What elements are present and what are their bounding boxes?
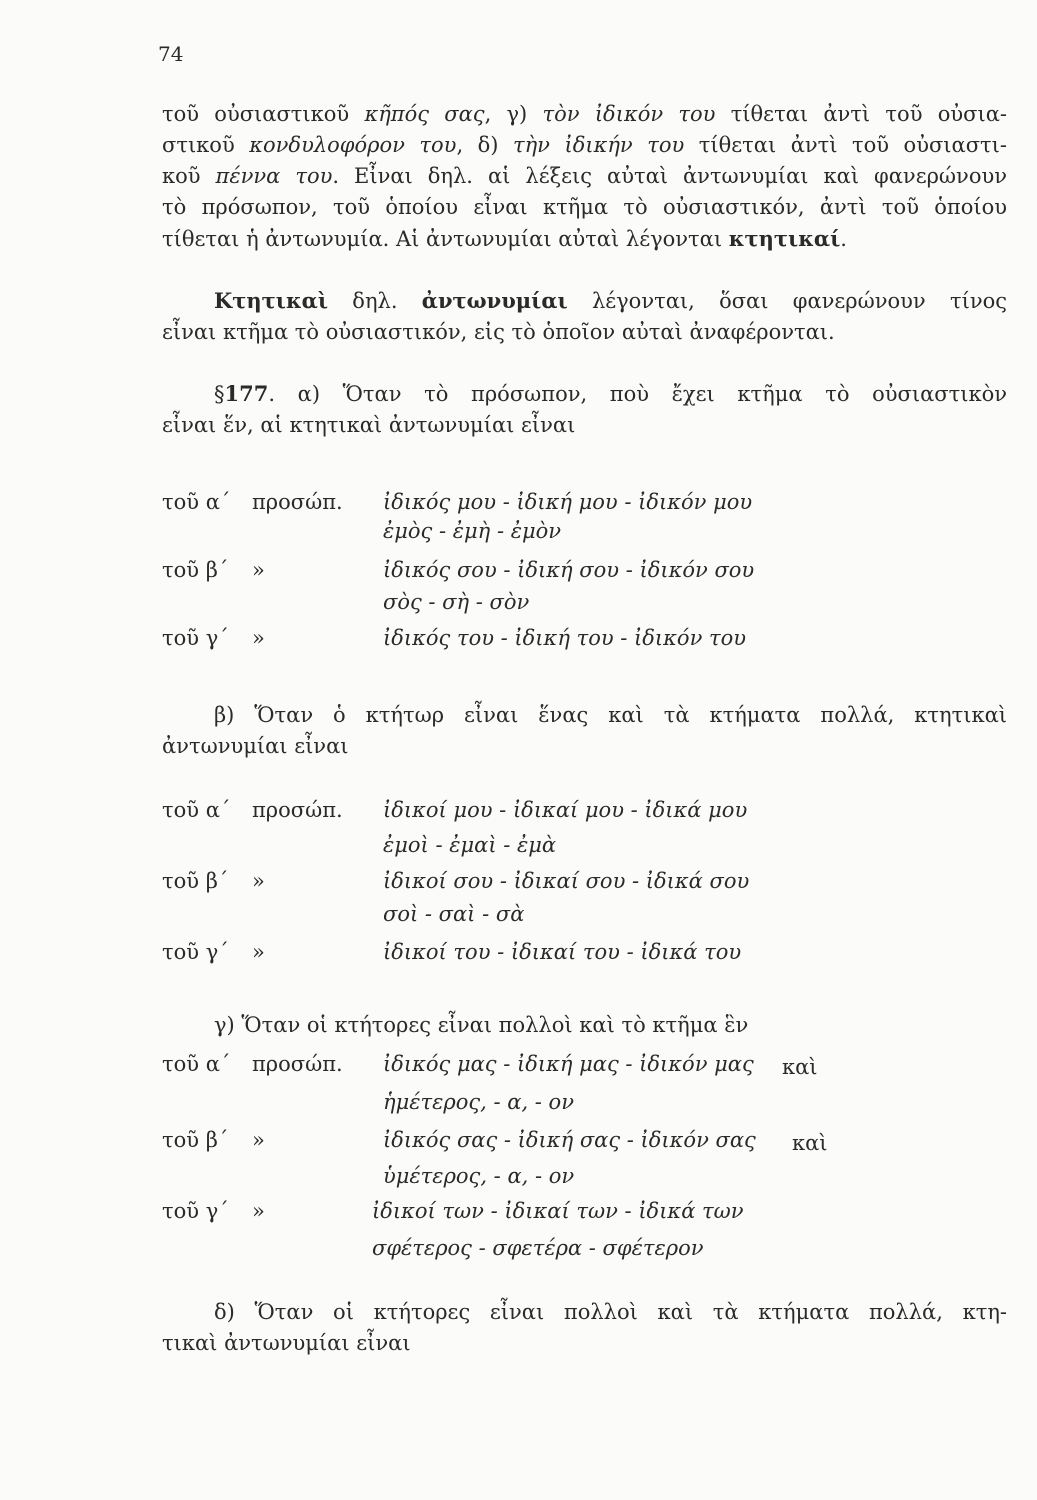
definition-paragraph (162, 285, 1007, 348)
intro-line-5: τίθεται ἡ ἀντωνυμία. Αἱ ἀντωνυμίαι αὐταὶ λέγονται κτητικαί. (162, 226, 847, 251)
row-label: τοῦ α΄ (162, 1052, 231, 1076)
row-label: τοῦ β΄ (162, 869, 229, 893)
row-forms: σοὶ - σαὶ - σὰ (383, 902, 525, 926)
row-label: » (252, 869, 265, 893)
row-forms: ἰδικός του - ἰδική του - ἰδικόν του (383, 626, 747, 650)
row-forms: ἡμέτερος, - α, - ον (383, 1090, 574, 1114)
intro-line-4: τὸ πρόσωπον, τοῦ ὁποίου εἶναι κτῆμα τὸ οὐσιαστικόν, ἀντὶ τοῦ ὁποίου (162, 195, 1007, 219)
row-forms: ἰδικός μου - ἰδική μου - ἰδικόν μου (383, 490, 753, 514)
section-b-line-1: β) Ὅταν ὁ κτήτωρ εἶναι ἕνας καὶ τὰ κτήματα πολλά, κτητικαὶ (214, 703, 1007, 727)
row-forms: ἐμοὶ - ἐμαὶ - ἐμὰ (383, 833, 557, 857)
row-forms: ἰδικοί σου - ἰδικαί σου - ἰδικά σου (383, 869, 750, 893)
row-label: τοῦ γ΄ (162, 1199, 229, 1223)
row-label: » (252, 940, 265, 964)
row-label: » (252, 1128, 265, 1152)
definition-term-2: ἀντωνυμίαι (421, 288, 568, 313)
section-b-heading (162, 700, 1007, 762)
row-forms: ἰδικοί μου - ἰδικαί μου - ἰδικά μου (383, 798, 748, 822)
page-number: 74 (158, 42, 184, 66)
row-label: τοῦ β΄ (162, 1128, 229, 1152)
row-forms: ὑμέτερος, - α, - ον (383, 1164, 575, 1188)
definition-line-2: εἶναι κτῆμα τὸ οὐσιαστικόν, εἰς τὸ ὁποῖον αὐταὶ ἀναφέρονται. (162, 320, 835, 344)
row-forms: ἰδικοί των - ἰδικαί των - ἰδικά των (372, 1199, 744, 1223)
definition-line-1: Κτητικαὶ δηλ. ἀντωνυμίαι λέγονται, ὅσαι φανερώνουν τίνος (214, 288, 1007, 313)
intro-line-3: κοῦ πέννα του. Εἶναι δηλ. αἱ λέξεις αὐταὶ ἀντωνυμίαι καὶ φανερώνουν (162, 164, 1007, 188)
row-label: » (252, 1199, 265, 1223)
section-b-line-2: ἀντωνυμίαι εἶναι (162, 734, 349, 758)
section-number: 177 (224, 381, 269, 406)
row-label: τοῦ β΄ (162, 558, 229, 582)
row-label: τοῦ γ΄ (162, 940, 229, 964)
definition-term: Κτητικαὶ (214, 288, 329, 313)
row-forms: ἰδικοί του - ἰδικαί του - ἰδικά του (383, 940, 742, 964)
intro-line-1: τοῦ οὐσιαστικοῦ κῆπός σας, γ) τὸν ἰδικόν του τίθεται ἀντὶ τοῦ οὐσια- (162, 102, 1007, 126)
row-forms: ἰδικός σου - ἰδική σου - ἰδικόν σου (383, 558, 755, 582)
row-label: προσώπ. (252, 798, 343, 822)
row-forms: ἐμὸς - ἐμὴ - ἐμὸν (383, 519, 562, 543)
intro-paragraph (162, 99, 1007, 255)
section-a-line-2: εἶναι ἕν, αἱ κτητικαὶ ἀντωνυμίαι εἶναι (162, 413, 576, 437)
row-label: τοῦ α΄ (162, 798, 231, 822)
row-forms: ἰδικός σας - ἰδική σας - ἰδικόν σας (383, 1128, 756, 1152)
row-label: προσώπ. (252, 1052, 343, 1076)
row-tail: καὶ (782, 1055, 818, 1079)
row-label: » (252, 626, 265, 650)
row-label: τοῦ γ΄ (162, 626, 229, 650)
section-d-line-1: δ) Ὅταν οἱ κτήτορες εἶναι πολλοὶ καὶ τὰ κτήματα πολλά, κτη- (214, 1300, 1007, 1324)
section-a-heading (162, 378, 1007, 441)
section-c-heading (162, 1010, 1007, 1041)
row-forms: ἰδικός μας - ἰδική μας - ἰδικόν μας (383, 1052, 754, 1076)
section-d-heading (162, 1297, 1007, 1359)
row-tail: καὶ (792, 1131, 828, 1155)
row-forms: σὸς - σὴ - σὸν (383, 590, 530, 614)
section-c-line-1: γ) Ὅταν οἱ κτήτορες εἶναι πολλοὶ καὶ τὸ κτῆμα ἓν (214, 1013, 749, 1037)
row-forms: σφέτερος - σφετέρα - σφέτερον (372, 1236, 704, 1260)
row-label: » (252, 558, 265, 582)
intro-line-2: στικοῦ κονδυλοφόρον του, δ) τὴν ἰδικήν του τίθεται ἀντὶ τοῦ οὐσιαστι- (162, 133, 1007, 157)
row-label: τοῦ α΄ (162, 490, 231, 514)
row-label: προσώπ. (252, 490, 343, 514)
section-a-line-1: §177. α) Ὅταν τὸ πρόσωπον, ποὺ ἔχει κτῆμα τὸ οὐσιαστικὸν (214, 381, 1007, 406)
section-d-line-2: τικαὶ ἀντωνυμίαι εἶναι (162, 1331, 411, 1355)
